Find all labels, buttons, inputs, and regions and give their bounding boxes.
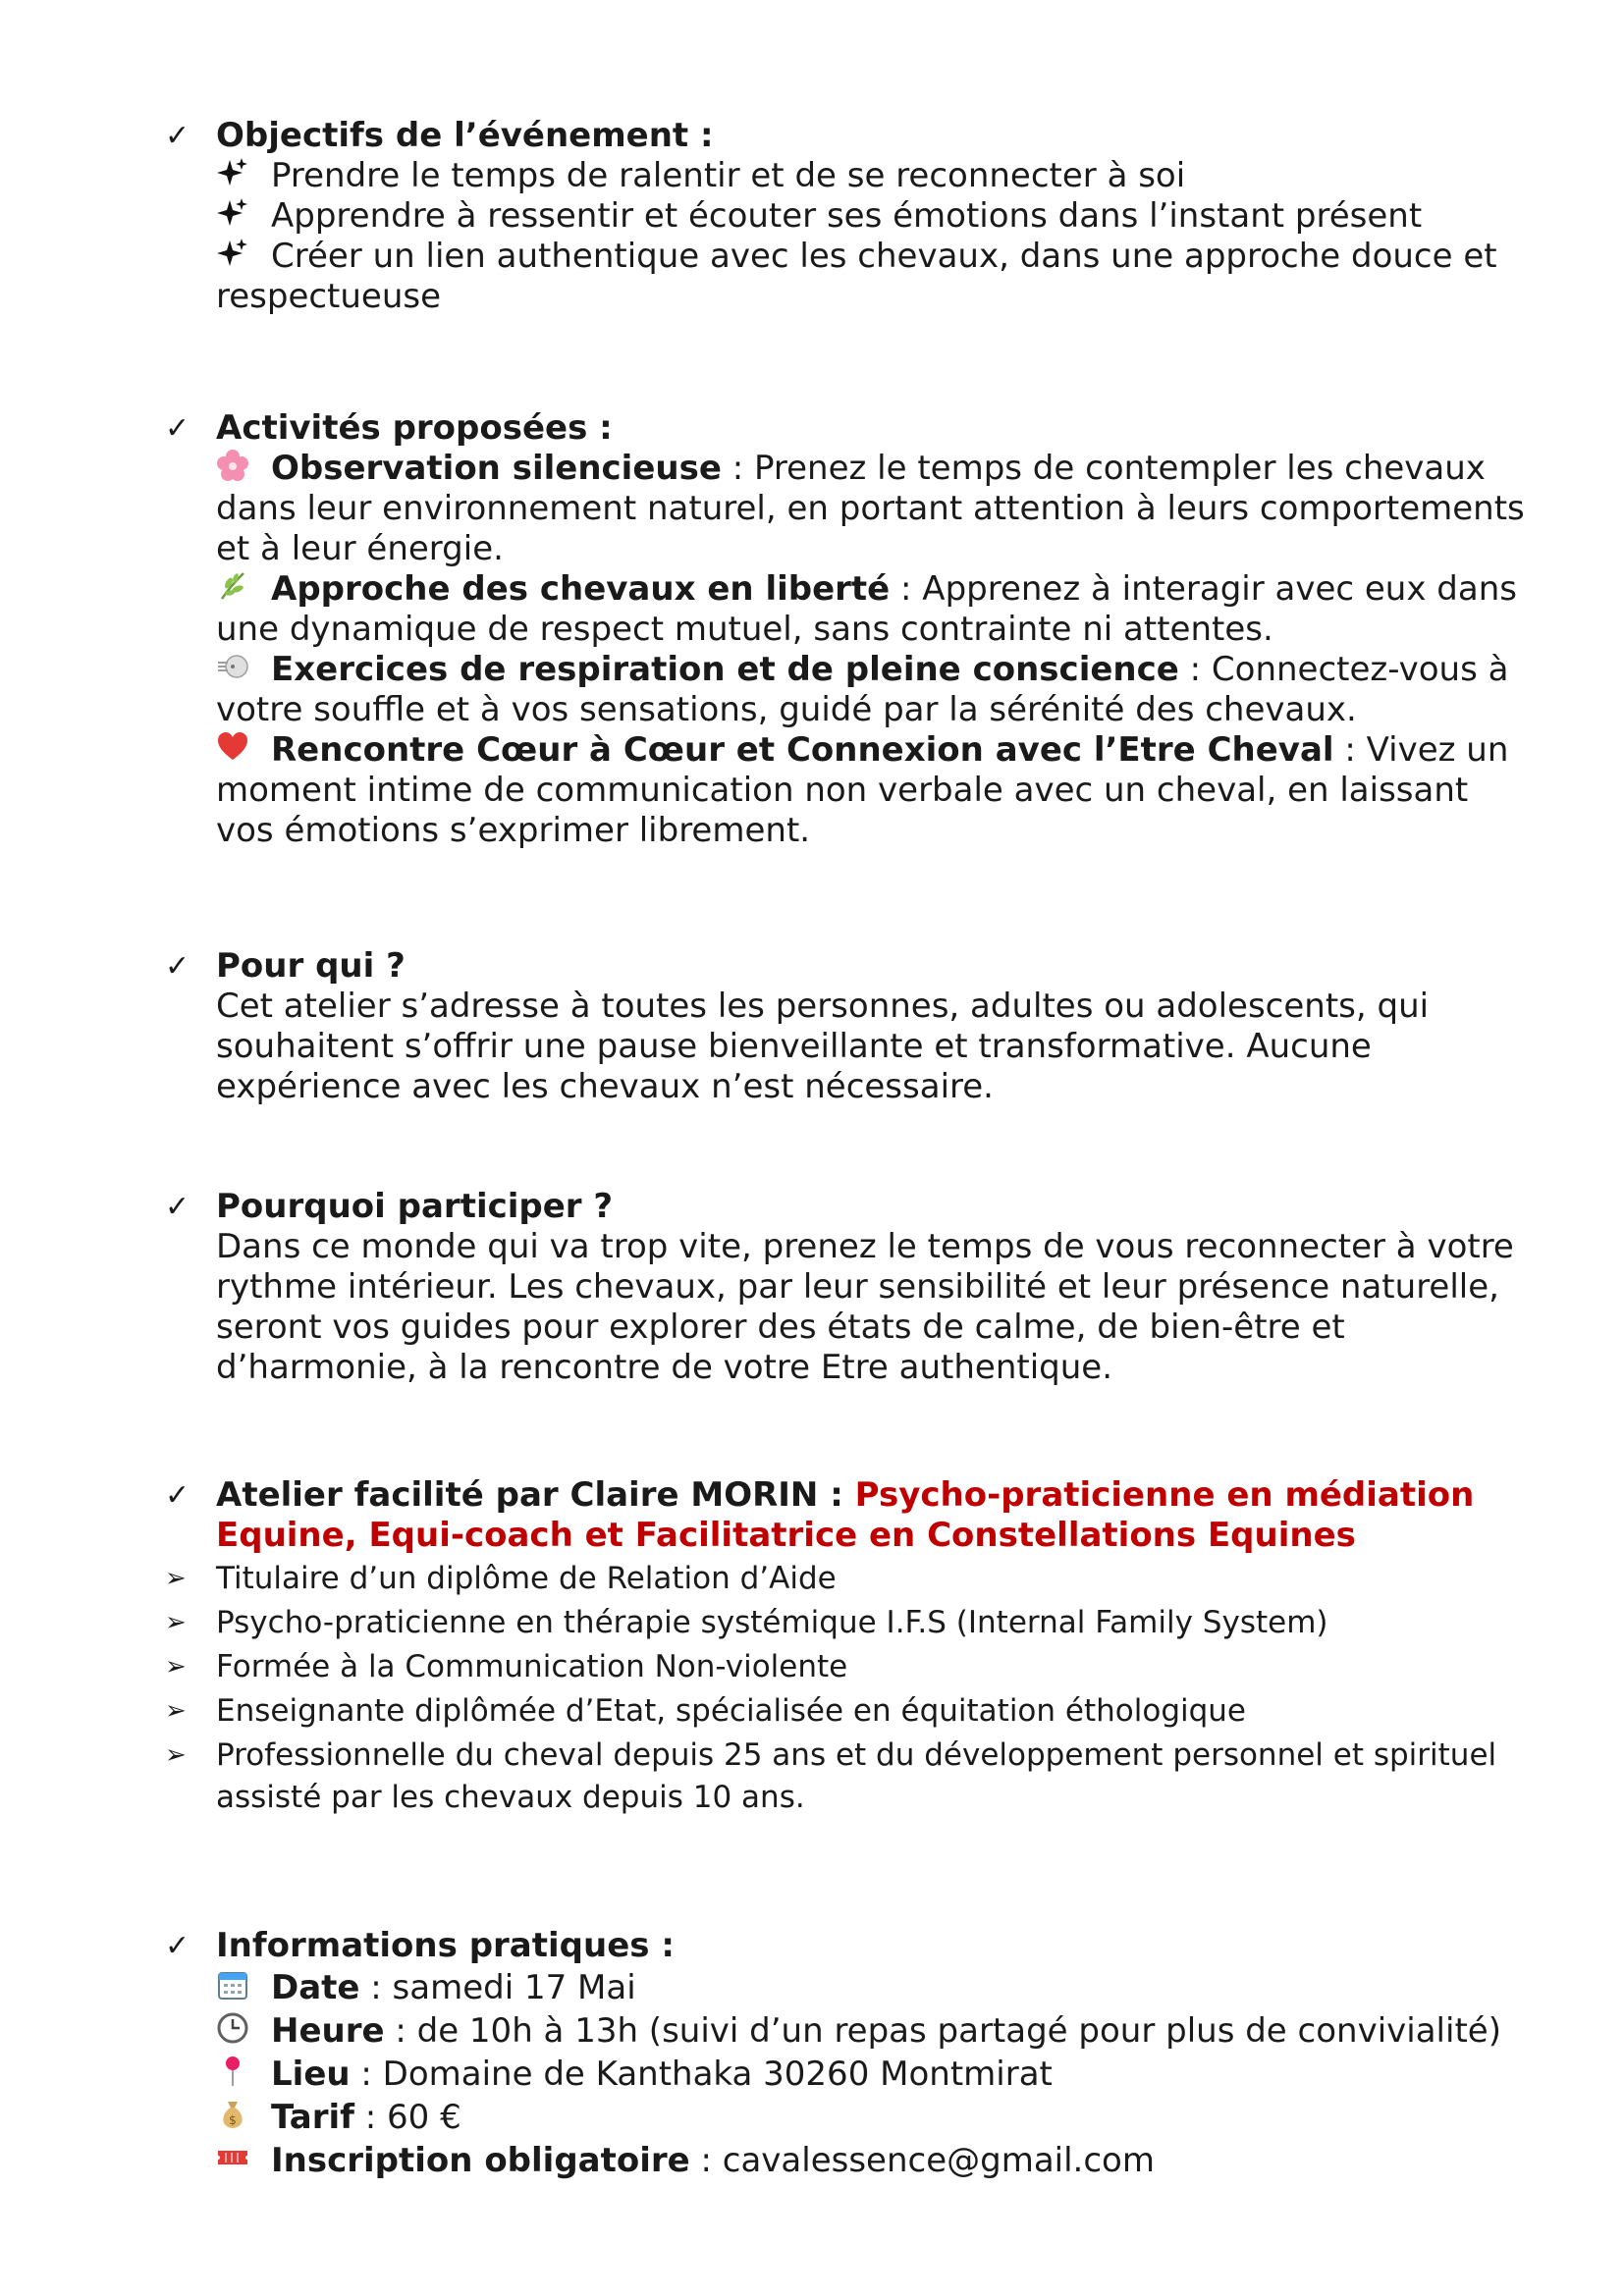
section-activites	[165, 408, 1530, 851]
pin-icon	[216, 2055, 257, 2084]
section-title: Objectifs de l’événement :	[216, 116, 714, 155]
facilitator-role: Psycho-praticienne en médiation Equine, Equi-coach et Facilitatrice en Constellations Equines	[216, 1475, 1475, 1555]
list-item: Créer un lien authentique avec les chevaux, dans une approche douce et respectueuse	[216, 237, 1497, 316]
list-item: ➢ Enseignante diplômée d’Etat, spécialisée en équitation éthologique	[216, 1690, 1530, 1733]
section-pour-qui	[165, 946, 1530, 1107]
info-lieu: Lieu : Domaine de Kanthaka 30260 Montmirat	[216, 2053, 1530, 2096]
section-infos	[165, 1926, 1530, 2182]
section-atelier	[165, 1475, 1530, 1819]
section-pourquoi	[165, 1187, 1530, 1388]
arrow-bullet-icon: ➢	[165, 1608, 187, 1637]
money-bag-icon	[216, 2098, 257, 2127]
svg-text:$: $	[229, 2113, 237, 2127]
sparkles-icon	[216, 237, 257, 266]
herb-icon	[216, 569, 257, 599]
list-item: Approche des chevaux en liberté : Apprenez à interagir avec eux dans une dynamique de respect mutuel, sans contrainte ni attentes.	[216, 569, 1517, 649]
check-icon: ✓	[165, 949, 190, 984]
check-icon: ✓	[165, 119, 190, 153]
arrow-bullet-icon: ➢	[165, 1564, 187, 1593]
paragraph: Dans ce monde qui va trop vite, prenez le temps de vous reconnecter à votre rythme intérieur. Les chevaux, par leur sensibilité et leur présence naturelle, seront vos guides pour explorer des états de calme, de bien-être et d’harmonie, à la rencontre de votre Etre authentique.	[216, 1227, 1514, 1387]
paragraph: Cet atelier s’adresse à toutes les personnes, adultes ou adolescents, qui souhaitent s’offrir une pause bienveillante et transformative. Aucune expérience avec les chevaux n’est nécessaire.	[216, 987, 1430, 1106]
section-title: Pour qui ?	[216, 946, 406, 986]
list-item: Rencontre Cœur à Cœur et Connexion avec l’Etre Cheval : Vivez un moment intime de communication non verbale avec un cheval, en laissant vos émotions s’exprimer librement.	[216, 730, 1509, 850]
ticket-icon	[216, 2141, 257, 2170]
sparkles-icon	[216, 196, 257, 226]
check-icon: ✓	[165, 1929, 190, 1963]
wind-face-icon	[216, 650, 257, 679]
info-tarif: $ Tarif : 60 €	[216, 2096, 1530, 2139]
list-item: ➢ Psycho-praticienne en thérapie systémique I.F.S (Internal Family System)	[216, 1602, 1530, 1644]
list-item: Observation silencieuse : Prenez le temps de contempler les chevaux dans leur environnement naturel, en portant attention à leurs comportements et à leur énergie.	[216, 449, 1525, 568]
list-item: ➢ Formée à la Communication Non-violente	[216, 1646, 1530, 1688]
section-title: Activités proposées :	[216, 408, 613, 448]
arrow-bullet-icon: ➢	[165, 1652, 187, 1682]
info-inscription: Inscription obligatoire : cavalessence@gmail.com	[216, 2139, 1530, 2182]
check-icon: ✓	[165, 411, 190, 446]
section-title: Pourquoi participer ?	[216, 1187, 614, 1226]
check-icon: ✓	[165, 1190, 190, 1224]
section-objectifs	[165, 116, 1530, 317]
arrow-bullet-icon: ➢	[165, 1740, 187, 1770]
section-title: Informations pratiques :	[216, 1926, 675, 1965]
info-date: Date : samedi 17 Mai	[216, 1966, 1530, 2009]
list-item: ➢ Professionnelle du cheval depuis 25 ans et du développement personnel et spirituel assisté par les chevaux depuis 10 ans.	[216, 1735, 1530, 1819]
list-item: Prendre le temps de ralentir et de se reconnecter à soi	[216, 156, 1530, 196]
clock-icon	[216, 2011, 257, 2041]
email-link[interactable]: : cavalessence@gmail.com	[689, 2141, 1155, 2180]
section-title: Atelier facilité par Claire MORIN : Psycho-praticienne en médiation Equine, Equi-coach et Facilitatrice en Constellations Equines	[216, 1475, 1475, 1555]
check-icon: ✓	[165, 1478, 190, 1513]
list-item: Apprendre à ressentir et écouter ses émotions dans l’instant présent	[216, 196, 1530, 237]
list-item: ➢ Titulaire d’un diplôme de Relation d’Aide	[216, 1558, 1530, 1600]
info-heure: Heure : de 10h à 13h (suivi d’un repas partagé pour plus de convivialité)	[216, 2009, 1530, 2053]
calendar-icon	[216, 1968, 257, 1998]
list-item: Exercices de respiration et de pleine conscience : Connectez-vous à votre souffle et à vos sensations, guidé par la sérénité des chevaux.	[216, 650, 1509, 729]
heart-icon	[216, 730, 257, 760]
arrow-bullet-icon: ➢	[165, 1696, 187, 1726]
sparkles-icon	[216, 156, 257, 186]
cherry-blossom-icon	[216, 449, 257, 478]
